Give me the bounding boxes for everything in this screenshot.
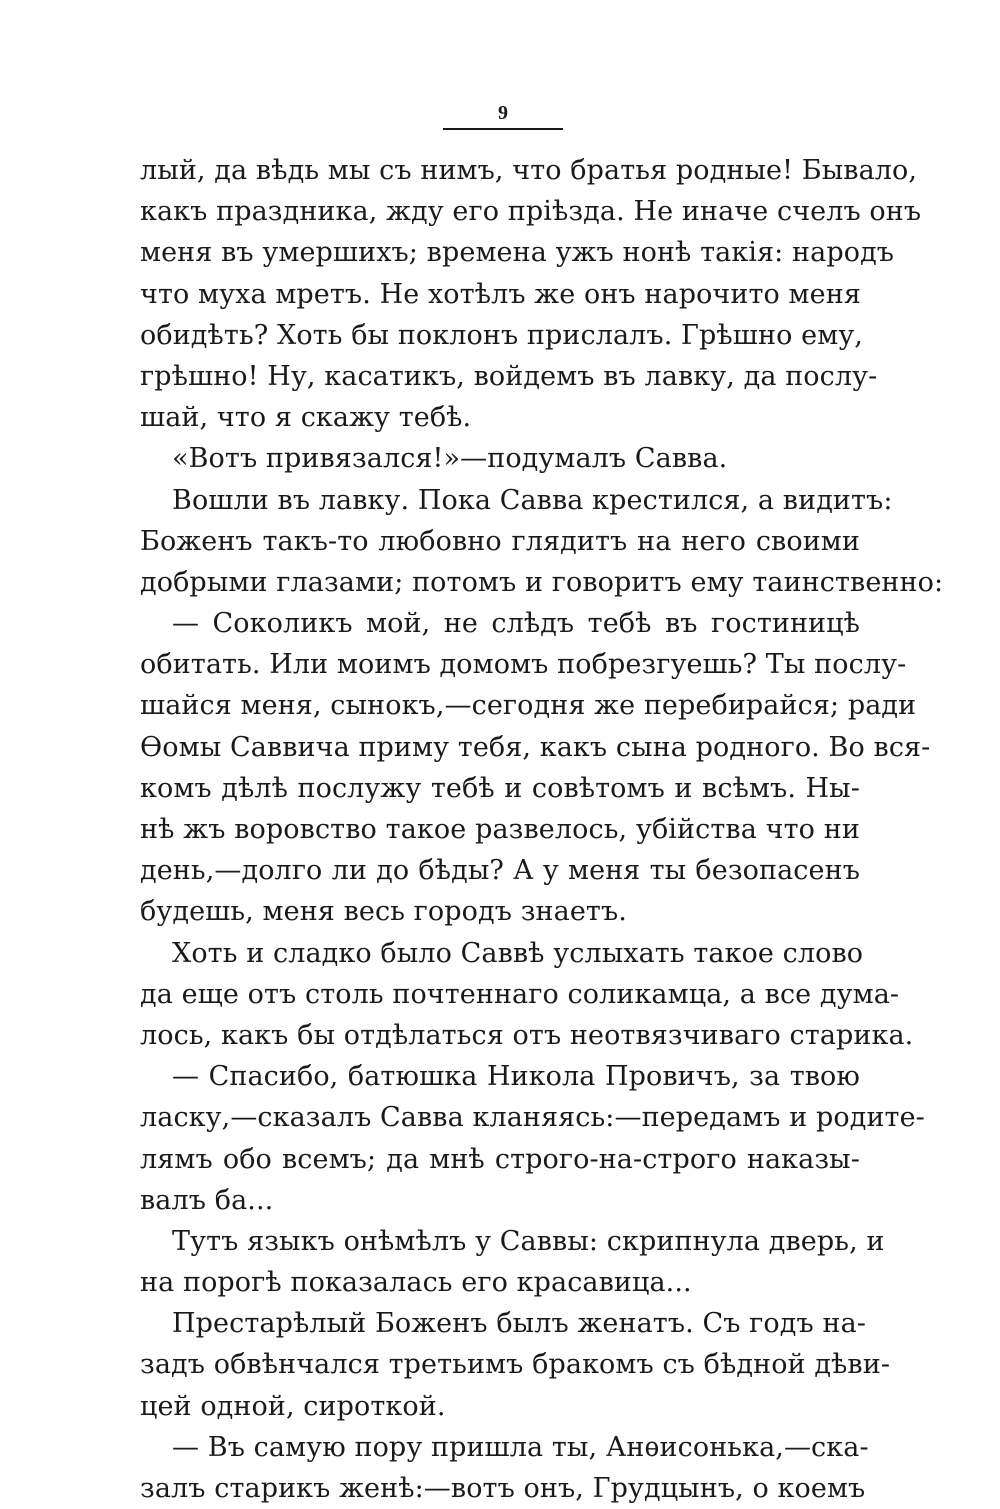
header-rule bbox=[443, 128, 563, 130]
text-line: цей одной, сироткой. bbox=[140, 1390, 446, 1422]
text-line: комъ дѣлѣ послужу тебѣ и совѣтомъ и всѣмъ. Ны- bbox=[140, 772, 860, 804]
text-line: Боженъ такъ-то любовно глядитъ на него своими bbox=[140, 525, 860, 557]
text-line: Престарѣлый Боженъ былъ женатъ. Съ годъ на- bbox=[172, 1308, 866, 1340]
text-line: лось, какъ бы отдѣлаться отъ неотвязчиваго старика. bbox=[140, 1019, 914, 1051]
text-line: Тутъ языкъ онѣмѣлъ у Саввы: скрипнула дверь, и bbox=[172, 1225, 885, 1257]
text-line: лый, да вѣдь мы съ нимъ, что братья родные! Бывало, bbox=[140, 155, 918, 186]
text-line: «Вотъ привязался!»—подумалъ Савва. bbox=[172, 443, 728, 475]
text-line: грѣшно! Ну, касатикъ, войдемъ въ лавку, да послу- bbox=[140, 360, 878, 392]
text-line: Ѳомы Саввича приму тебя, какъ сына родного. Во вся- bbox=[140, 731, 931, 763]
page-number: 9 bbox=[498, 102, 508, 124]
text-line: шайся меня, сынокъ,—сегодня же перебирайся; ради bbox=[140, 690, 917, 722]
text-body bbox=[140, 150, 944, 1509]
text-line: нѣ жъ воровство такое развелось, убійства что ни bbox=[140, 814, 860, 845]
text-line: меня въ умершихъ; времена ужъ нонѣ такія: народъ bbox=[140, 237, 895, 269]
text-line: задъ обвѣнчался третьимъ бракомъ съ бѣдной дѣви- bbox=[140, 1349, 891, 1381]
text-line: добрыми глазами; потомъ и говоритъ ему таинственно: bbox=[140, 566, 944, 598]
text-line: — Спасибо, батюшка Никола Провичъ, за твою bbox=[172, 1061, 860, 1093]
text-line: — Соколикъ мой, не слѣдъ тебѣ въ гостиницѣ bbox=[172, 608, 860, 640]
text-line: — Въ самую пору пришла ты, Анѳисонька,—ска- bbox=[172, 1431, 869, 1463]
page-header bbox=[443, 100, 563, 130]
text-line: шай, что я скажу тебѣ. bbox=[140, 402, 472, 434]
text-line: обитать. Или моимъ домомъ побрезгуешь? Ты послу- bbox=[140, 649, 907, 681]
text-line: на порогѣ показалась его красавица... bbox=[140, 1267, 692, 1299]
text-line: ласку,—сказалъ Савва кланяясь:—передамъ и родите- bbox=[140, 1102, 925, 1134]
text-line: лямъ обо всемъ; да мнѣ строго-на-строго наказы- bbox=[140, 1143, 860, 1175]
text-line: валъ ба... bbox=[140, 1184, 274, 1216]
text-line: залъ старикъ женѣ:—вотъ онъ, Грудцынъ, о коемъ bbox=[140, 1473, 866, 1504]
text-line: какъ праздника, жду его пріѣзда. Не иначе счелъ онъ bbox=[140, 196, 922, 228]
text-line: будешь, меня весь городъ знаетъ. bbox=[140, 896, 627, 928]
text-line: Хоть и сладко было Саввѣ услыхать такое слово bbox=[172, 937, 864, 969]
text-line: обидѣть? Хоть бы поклонъ прислалъ. Грѣшно ему, bbox=[140, 319, 863, 351]
text-line: Вошли въ лавку. Пока Савва крестился, а видитъ: bbox=[172, 484, 893, 516]
text-line: день,—долго ли до бѣды? А у меня ты безопасенъ bbox=[140, 855, 860, 887]
text-line: да еще отъ столь почтеннаго соликамца, а все дума- bbox=[140, 978, 900, 1010]
text-line: что муха мретъ. Не хотѣлъ же онъ нарочито меня bbox=[140, 278, 861, 310]
